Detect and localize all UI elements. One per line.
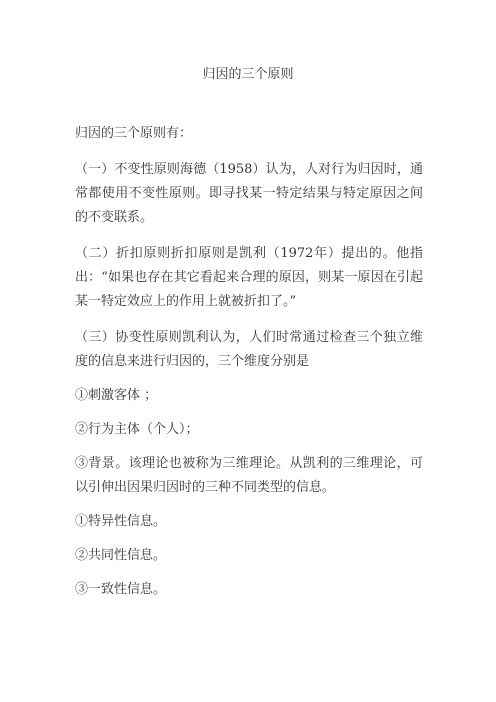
document-title: 归因的三个原则 — [202, 67, 294, 82]
list-item-stimulus: ①刺激客体 ； — [75, 388, 158, 403]
paragraph-intro: 归因的三个原则有： — [75, 126, 193, 141]
list-item-actor: ②行为主体（个人）； — [75, 422, 199, 437]
list-item-consistency: ③一致性信息。 — [75, 582, 167, 597]
paragraph-principle-1: （一）不变性原则海德（1958）认为，人对行为归因时，通常都使用不变性原则。即寻找某一特定结果与特定原因之间的不变联系。 — [75, 162, 423, 225]
list-item-context: ③背景。该理论也被称为三维理论。从凯利的三维理论，可以引伸出因果归因时的三种不同类型的信息。 — [75, 456, 423, 495]
paragraph-principle-3: （三）协变性原则凯利认为，人们时常通过检查三个独立维度的信息来进行归因的，三个维度分别是 — [75, 330, 423, 369]
list-item-distinctiveness: ①特异性信息。 — [75, 514, 167, 529]
list-item-consensus: ②共同性信息。 — [75, 548, 167, 563]
paragraph-principle-2: （二）折扣原则折扣原则是凯利（1972年）提出的。他指出：“如果也存在其它看起来合理的原因，则某一原因在引起某一特定效应上的作用上就被折扣了。” — [75, 246, 423, 309]
